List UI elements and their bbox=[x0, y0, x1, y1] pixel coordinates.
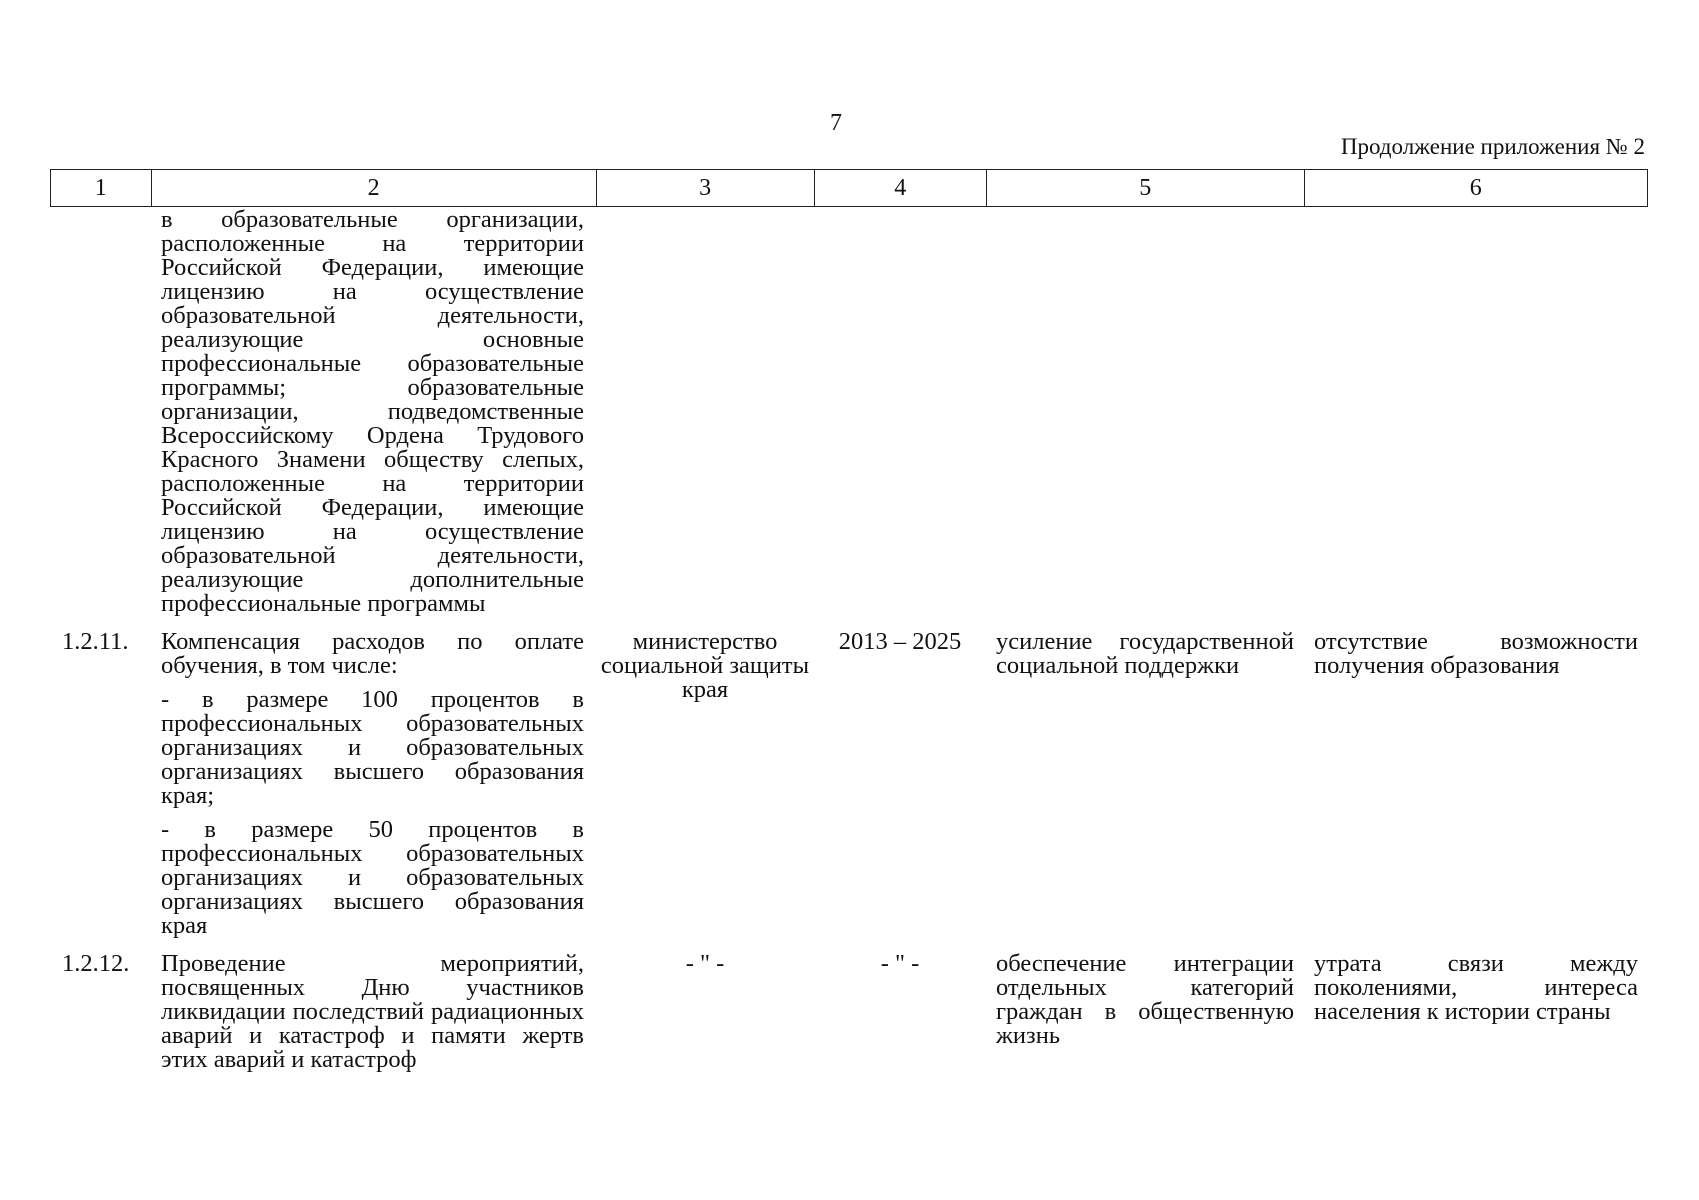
executor-cell bbox=[596, 208, 814, 616]
result-cell bbox=[986, 208, 1304, 616]
period-cell: 2013 – 2025 bbox=[838, 628, 962, 655]
period-cell bbox=[814, 208, 986, 616]
description-paragraph: Проведение мероприятий, посвященных Дню участников ликвидации последствий радиационных аварий и катастроф и памяти жертв этих аварий и катастроф bbox=[161, 950, 584, 1073]
table-row bbox=[50, 952, 1648, 1072]
consequence-cell bbox=[1304, 208, 1648, 616]
column-header-6: 6 bbox=[1469, 175, 1482, 201]
column-header-2: 2 bbox=[152, 170, 597, 206]
executor-cell: - " - bbox=[685, 950, 725, 977]
description-paragraph: - в размере 50 процентов в профессиональных образовательных организациях и образовательных организациях высшего образования края bbox=[161, 816, 584, 939]
table-row-continuation bbox=[50, 208, 1648, 616]
table-header-row bbox=[50, 169, 1648, 207]
executor-cell: министерство социальной защиты края bbox=[600, 628, 810, 703]
row-number: 1.2.11. bbox=[62, 628, 129, 655]
description-cell bbox=[150, 208, 596, 616]
row-number-cell bbox=[50, 208, 150, 616]
consequence-cell: отсутствие возможности получения образования bbox=[1314, 628, 1638, 679]
column-header-1: 1 bbox=[51, 170, 152, 206]
description-cell bbox=[150, 630, 596, 938]
table-row bbox=[50, 630, 1648, 938]
result-cell: обеспечение интеграции отдельных категорий граждан в общественную жизнь bbox=[996, 950, 1294, 1049]
result-cell: усиление государственной социальной поддержки bbox=[996, 628, 1294, 679]
row-number: 1.2.12. bbox=[62, 950, 130, 977]
appendix-note: Продолжение приложения № 2 bbox=[1340, 134, 1645, 159]
description-paragraph: - в размере 100 процентов в профессиональных образовательных организациях и образовательных организациях высшего образования края; bbox=[161, 686, 584, 809]
column-header-3: 3 bbox=[597, 170, 815, 206]
column-header-5: 5 bbox=[987, 170, 1305, 206]
page-number: 7 bbox=[830, 110, 842, 136]
column-header-4: 4 bbox=[815, 170, 987, 206]
description-paragraph: Компенсация расходов по оплате обучения, в том числе: bbox=[161, 628, 584, 679]
continuation-text: в образовательные организации, расположенные на территории Российской Федерации, имеющие лицензию на осуществление образовательной деятельности, реализующие основные профессиональные образовательные программы; образовательные организации, подведомственные Всероссийскому Ордена Трудового Красного Знамени обществу слепых, расположенные на территории Российской Федерации, имеющие лицензию на осуществление образовательной деятельности, реализующие дополнительные профессиональные программы bbox=[161, 206, 584, 617]
description-cell bbox=[150, 952, 596, 1072]
period-cell: - " - bbox=[880, 950, 920, 977]
measures-table bbox=[50, 169, 1648, 1072]
consequence-cell: утрата связи между поколениями, интереса населения к истории страны bbox=[1314, 950, 1638, 1025]
